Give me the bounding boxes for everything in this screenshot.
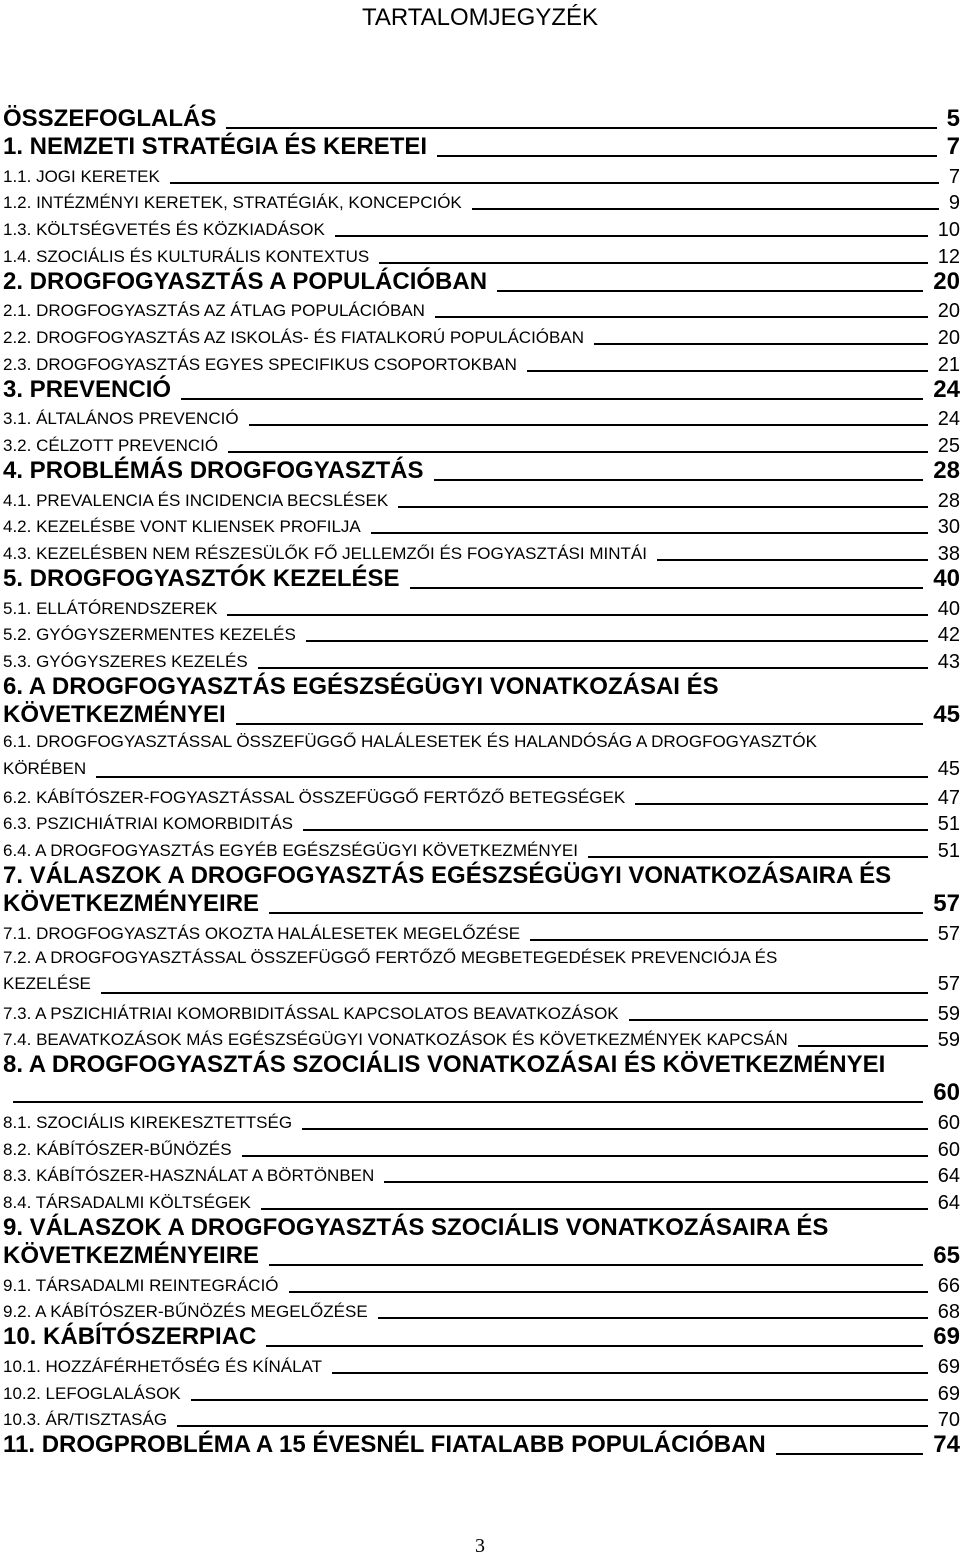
- toc-leader-line: [13, 1101, 923, 1103]
- toc-entry-label: 11. DROGPROBLÉMA A 15 ÉVESNÉL FIATALABB POPULÁCIÓBAN: [3, 1431, 766, 1459]
- toc-page-number: 57: [937, 922, 960, 945]
- toc-page-number: 28: [933, 456, 960, 484]
- toc-entry-label-continued: KEZELÉSE: [3, 974, 91, 994]
- toc-page-number: 10: [937, 218, 960, 241]
- toc-entry-label: 4.2. KEZELÉSBE VONT KLIENSEK PROFILJA: [3, 517, 361, 537]
- toc-entry[interactable]: [3, 241, 960, 268]
- toc-page-number: 7: [946, 133, 960, 160]
- toc-entry[interactable]: [3, 1214, 960, 1270]
- toc-entry-label-continued: KÖRÉBEN: [3, 758, 87, 778]
- toc-leader-line: [303, 829, 928, 831]
- toc-entry-label: 7.4. BEAVATKOZÁSOK MÁS EGÉSZSÉGÜGYI VONATKOZÁSOK ÉS KÖVETKEZMÉNYEK KAPCSÁN: [3, 1030, 788, 1050]
- toc-entry[interactable]: [3, 376, 960, 404]
- toc-leader-line: [335, 235, 928, 237]
- toc-page-number: 57: [933, 890, 960, 918]
- toc-leader-line: [379, 262, 928, 264]
- toc-entry[interactable]: [3, 1405, 960, 1432]
- toc-entry[interactable]: [3, 646, 960, 673]
- toc-leader-line: [261, 1208, 928, 1210]
- toc-entry[interactable]: [3, 1431, 960, 1459]
- toc-entry[interactable]: [3, 512, 960, 539]
- toc-leader-line: [635, 803, 928, 805]
- toc-entry-label: 5.3. GYÓGYSZERES KEZELÉS: [3, 651, 248, 671]
- toc-entry[interactable]: [3, 729, 960, 782]
- toc-entry[interactable]: [3, 945, 960, 998]
- toc-page-number: 59: [937, 1029, 960, 1052]
- toc-page-number: 69: [933, 1323, 960, 1351]
- page-number: 3: [475, 1535, 485, 1557]
- toc-page-number: 30: [937, 516, 960, 539]
- toc-entry-label: 10. KÁBÍTÓSZERPIAC: [3, 1323, 257, 1351]
- toc-entry-label: 1.2. INTÉZMÉNYI KERETEK, STRATÉGIÁK, KONCEPCIÓK: [3, 193, 462, 213]
- toc-leader-line: [435, 316, 928, 318]
- toc-entry[interactable]: [3, 1107, 960, 1134]
- toc-leader-line: [434, 479, 924, 481]
- toc-entry[interactable]: [3, 1378, 960, 1405]
- toc-leader-line: [776, 1453, 924, 1455]
- toc-entry-label: 6.1. DROGFOGYASZTÁSSAL ÖSSZEFÜGGŐ HALÁLESETEK ÉS HALANDÓSÁG A DROGFOGYASZTÓK: [3, 731, 817, 751]
- toc-leader-line: [306, 640, 928, 642]
- toc-entry-label: 1.4. SZOCIÁLIS ÉS KULTURÁLIS KONTEXTUS: [3, 246, 370, 266]
- toc-entry-label: 2.3. DROGFOGYASZTÁS EGYES SPECIFIKUS CSOPORTOKBAN: [3, 354, 517, 374]
- toc-entry-label: 9.1. TÁRSADALMI REINTEGRÁCIÓ: [3, 1275, 279, 1295]
- toc-page-number: 57: [937, 973, 960, 996]
- toc-leader-line: [588, 856, 928, 858]
- toc-page-number: 20: [937, 300, 960, 323]
- toc-entry[interactable]: [3, 1025, 960, 1052]
- toc-leader-line: [398, 506, 928, 508]
- toc-leader-line: [269, 912, 923, 914]
- toc-leader-line: [594, 343, 928, 345]
- toc-leader-line: [629, 1019, 928, 1021]
- toc-leader-line: [236, 723, 924, 725]
- toc-leader-line: [228, 451, 928, 453]
- toc-entry-label: 10.3. ÁR/TISZTASÁG: [3, 1410, 168, 1430]
- toc-leader-line: [378, 1317, 928, 1319]
- toc-page-number: 51: [937, 813, 960, 836]
- toc-entry-label: 7.2. A DROGFOGYASZTÁSSAL ÖSSZEFÜGGŐ FERTŐZŐ MEGBETEGEDÉSEK PREVENCIÓJA ÉS: [3, 947, 778, 967]
- toc-page-number: 68: [937, 1301, 960, 1324]
- toc-entry-label: 10.1. HOZZÁFÉRHETŐSÉG ÉS KÍNÁLAT: [3, 1357, 322, 1377]
- toc-entry-label: 1.1. JOGI KERETEK: [3, 166, 160, 186]
- toc-entry[interactable]: [3, 133, 960, 161]
- toc-entry[interactable]: [3, 809, 960, 836]
- toc-page-number: 65: [933, 1242, 960, 1270]
- toc-entry-label: 7.1. DROGFOGYASZTÁS OKOZTA HALÁLESETEK MEGELŐZÉSE: [3, 923, 521, 943]
- toc-entry-label: 3. PREVENCIÓ: [3, 375, 172, 403]
- toc-leader-line: [101, 992, 928, 994]
- toc-page-number: 66: [937, 1274, 960, 1297]
- toc-entry[interactable]: [3, 188, 960, 215]
- toc-entry[interactable]: [3, 593, 960, 620]
- toc-entry-label: 5.1. ELLÁTÓRENDSZEREK: [3, 598, 218, 618]
- toc-page-number: 69: [937, 1382, 960, 1405]
- toc-entry-label: 2.2. DROGFOGYASZTÁS AZ ISKOLÁS- ÉS FIATALKORÚ POPULÁCIÓBAN: [3, 327, 584, 347]
- toc-page-number: 70: [937, 1409, 960, 1432]
- toc-entry[interactable]: [3, 1161, 960, 1188]
- toc-entry[interactable]: [3, 1134, 960, 1161]
- toc-entry[interactable]: [3, 457, 960, 485]
- toc-leader-line: [177, 1425, 928, 1427]
- toc-entry-label: 3.2. CÉLZOTT PREVENCIÓ: [3, 435, 219, 455]
- toc-entry-label: 8.4. TÁRSADALMI KÖLTSÉGEK: [3, 1193, 251, 1213]
- toc-leader-line: [472, 208, 939, 210]
- toc-entry-label: ÖSSZEFOGLALÁS: [3, 105, 217, 132]
- toc-entry[interactable]: [3, 1351, 960, 1378]
- toc-leader-line: [371, 532, 928, 534]
- toc-entry-label: 8.2. KÁBÍTÓSZER-BŰNÖZÉS: [3, 1139, 232, 1159]
- toc-entry[interactable]: [3, 998, 960, 1025]
- toc-page-number: 60: [937, 1138, 960, 1161]
- toc-page-number: 20: [933, 267, 960, 295]
- toc-entry[interactable]: [3, 918, 960, 945]
- toc-entry-label: 2. DROGFOGYASZTÁS A POPULÁCIÓBAN: [3, 267, 488, 295]
- toc-entry[interactable]: [3, 673, 960, 729]
- toc-page-number: 24: [933, 375, 960, 403]
- toc-entry-label: 9.2. A KÁBÍTÓSZER-BŰNÖZÉS MEGELŐZÉSE: [3, 1302, 368, 1322]
- toc-title: TARTALOMJEGYZÉK: [361, 4, 599, 31]
- toc-page-number: 64: [937, 1192, 960, 1215]
- toc-leader-line: [269, 1264, 923, 1266]
- toc-entry-label: 8. A DROGFOGYASZTÁS SZOCIÁLIS VONATKOZÁSAI ÉS KÖVETKEZMÉNYEI: [3, 1051, 886, 1079]
- toc-leader-line: [384, 1181, 927, 1183]
- toc-leader-line: [226, 127, 936, 129]
- toc-entry-label: 7. VÁLASZOK A DROGFOGYASZTÁS EGÉSZSÉGÜGYI VONATKOZÁSAIRA ÉS: [3, 862, 892, 890]
- toc-page-number: 47: [937, 786, 960, 809]
- toc-page-number: 21: [937, 353, 960, 376]
- toc-page-number: 45: [937, 757, 960, 780]
- toc-entry[interactable]: [3, 1323, 960, 1351]
- toc-entry-label: 10.2. LEFOGLALÁSOK: [3, 1383, 181, 1403]
- toc-leader-line: [332, 1372, 928, 1374]
- toc-entry[interactable]: [3, 322, 960, 349]
- toc-page-number: 7: [948, 165, 960, 188]
- toc-page-number: 12: [937, 245, 960, 268]
- toc-entry-label: 4. PROBLÉMÁS DROGFOGYASZTÁS: [3, 456, 424, 484]
- toc-entry-label: 7.3. A PSZICHIÁTRIAI KOMORBIDITÁSSAL KAPCSOLATOS BEAVATKOZÁSOK: [3, 1003, 619, 1023]
- toc-entry[interactable]: [3, 782, 960, 809]
- toc-page-number: 59: [937, 1002, 960, 1025]
- toc-entry-label-continued: KÖVETKEZMÉNYEI: [3, 700, 226, 728]
- toc-leader-line: [96, 776, 928, 778]
- toc-leader-line: [437, 155, 937, 157]
- toc-entry-label: 6.2. KÁBÍTÓSZER-FOGYASZTÁSSAL ÖSSZEFÜGGŐ FERTŐZŐ BETEGSÉGEK: [3, 787, 626, 807]
- toc-leader-line: [242, 1155, 928, 1157]
- toc-entry[interactable]: [3, 620, 960, 647]
- toc-entry-label: 3.1. ÁLTALÁNOS PREVENCIÓ: [3, 409, 239, 429]
- toc-page-number: 74: [933, 1431, 960, 1459]
- toc-page-number: 25: [937, 434, 960, 457]
- toc-page-number: 42: [937, 624, 960, 647]
- toc-leader-line: [266, 1345, 923, 1347]
- toc-leader-line: [410, 587, 924, 589]
- toc-entry-label: 4.3. KEZELÉSBEN NEM RÉSZESÜLŐK FŐ JELLEMZŐI ÉS FOGYASZTÁSI MINTÁI: [3, 543, 647, 563]
- toc-page-number: 60: [937, 1112, 960, 1135]
- toc-entry-label: 5. DROGFOGYASZTÓK KEZELÉSE: [3, 564, 400, 592]
- toc-entry-label: 4.1. PREVALENCIA ÉS INCIDENCIA BECSLÉSEK: [3, 490, 389, 510]
- toc-entry-label: 6.3. PSZICHIÁTRIAI KOMORBIDITÁS: [3, 814, 293, 834]
- toc-page-number: 24: [937, 408, 960, 431]
- toc-entry[interactable]: [3, 105, 960, 133]
- toc-entry[interactable]: [3, 404, 960, 431]
- toc-page-number: 9: [948, 192, 960, 215]
- toc-entry[interactable]: [3, 214, 960, 241]
- toc-page-number: 45: [933, 700, 960, 728]
- toc-page-number: 64: [937, 1165, 960, 1188]
- toc-entry[interactable]: [3, 161, 960, 188]
- toc-entry[interactable]: [3, 835, 960, 862]
- toc-page-number: 28: [937, 489, 960, 512]
- toc-page-number: 38: [937, 542, 960, 565]
- toc-page-number: 43: [937, 650, 960, 673]
- toc-leader-line: [249, 424, 928, 426]
- toc-entry[interactable]: [3, 430, 960, 457]
- toc-page-number: 60: [933, 1079, 960, 1107]
- toc-leader-line: [302, 1128, 928, 1130]
- toc-entry[interactable]: [3, 485, 960, 512]
- toc-entry-label: 1. NEMZETI STRATÉGIA ÉS KERETEI: [3, 133, 428, 160]
- toc-entry[interactable]: [3, 268, 960, 296]
- toc-entry-label: 1.3. KÖLTSÉGVETÉS ÉS KÖZKIADÁSOK: [3, 219, 325, 239]
- toc-entry[interactable]: [3, 538, 960, 565]
- toc-page-number: 5: [946, 105, 960, 132]
- toc-entry-label: 2.1. DROGFOGYASZTÁS AZ ÁTLAG POPULÁCIÓBAN: [3, 301, 425, 321]
- toc-entry[interactable]: [3, 349, 960, 376]
- toc-entry[interactable]: [3, 1187, 960, 1214]
- toc-entry-label: 5.2. GYÓGYSZERMENTES KEZELÉS: [3, 625, 296, 645]
- table-of-contents: [3, 105, 960, 1459]
- toc-page-number: 69: [937, 1356, 960, 1379]
- toc-leader-line: [227, 614, 927, 616]
- toc-entry[interactable]: [3, 1270, 960, 1297]
- toc-page-number: 40: [933, 564, 960, 592]
- toc-leader-line: [191, 1399, 928, 1401]
- toc-entry[interactable]: [3, 1297, 960, 1324]
- toc-leader-line: [181, 398, 923, 400]
- toc-page-number: 40: [937, 597, 960, 620]
- toc-entry-label: 6.4. A DROGFOGYASZTÁS EGYÉB EGÉSZSÉGÜGYI KÖVETKEZMÉNYEI: [3, 841, 578, 861]
- toc-entry-label-continued: KÖVETKEZMÉNYEIRE: [3, 1242, 260, 1270]
- toc-leader-line: [289, 1291, 928, 1293]
- toc-leader-line: [657, 559, 928, 561]
- toc-entry-label: 8.3. KÁBÍTÓSZER-HASZNÁLAT A BÖRTÖNBEN: [3, 1166, 375, 1186]
- toc-leader-line: [258, 667, 928, 669]
- toc-leader-line: [530, 939, 928, 941]
- toc-leader-line: [798, 1045, 928, 1047]
- toc-leader-line: [527, 370, 928, 372]
- toc-entry-label-continued: KÖVETKEZMÉNYEIRE: [3, 890, 260, 918]
- toc-entry-label: 8.1. SZOCIÁLIS KIREKESZTETTSÉG: [3, 1113, 293, 1133]
- toc-leader-line: [170, 182, 939, 184]
- toc-entry[interactable]: [3, 862, 960, 918]
- toc-entry[interactable]: [3, 296, 960, 323]
- toc-leader-line: [497, 290, 923, 292]
- toc-page-number: 20: [937, 326, 960, 349]
- toc-entry[interactable]: [3, 565, 960, 593]
- toc-page-number: 51: [937, 840, 960, 863]
- toc-entry-label: 9. VÁLASZOK A DROGFOGYASZTÁS SZOCIÁLIS VONATKOZÁSAIRA ÉS: [3, 1214, 829, 1242]
- toc-entry[interactable]: [3, 1051, 960, 1107]
- toc-entry-label: 6. A DROGFOGYASZTÁS EGÉSZSÉGÜGYI VONATKOZÁSAI ÉS: [3, 672, 719, 700]
